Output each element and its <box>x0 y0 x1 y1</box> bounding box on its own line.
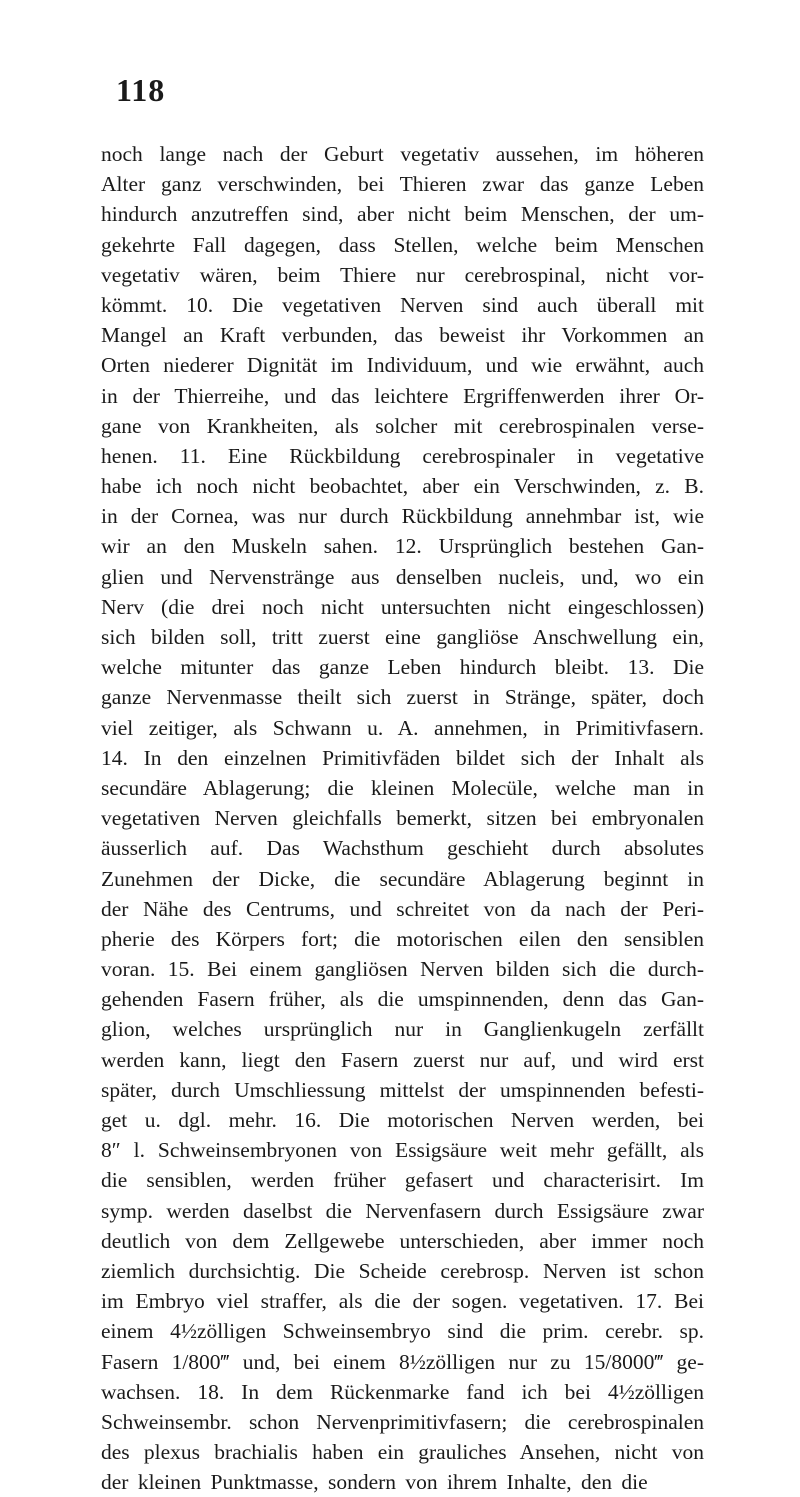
text-line: äusserlich auf. Das Wachsthum geschieht durch absolutes <box>101 836 704 861</box>
text-line: welche mitunter das ganze Leben hindurch bleibt. 13. Die <box>101 655 704 680</box>
text-line: später, durch Umschliessung mittelst der umspinnenden befesti- <box>101 1077 704 1102</box>
text-line: gekehrte Fall dagegen, dass Stellen, welche beim Menschen <box>101 232 704 257</box>
page-number: 118 <box>116 72 166 108</box>
text-line: gane von Krankheiten, als solcher mit cerebrospinalen verse- <box>101 413 704 438</box>
text-line: die sensiblen, werden früher gefasert und characterisirt. Im <box>101 1168 704 1193</box>
text-line: secundäre Ablagerung; die kleinen Molecüle, welche man in <box>101 775 704 800</box>
text-line: der kleinen Punktmasse, sondern von ihrem Inhalte, den die <box>101 1470 648 1495</box>
text-line: im Embryo viel straffer, als die der sogen. vegetativen. 17. Bei <box>101 1289 704 1314</box>
text-line: Schweinsembr. schon Nervenprimitivfasern; die cerebrospinalen <box>101 1409 704 1434</box>
text-line: pherie des Körpers fort; die motorischen eilen den sensiblen <box>101 926 704 951</box>
text-line: deutlich von dem Zellgewebe unterschieden, aber immer noch <box>101 1228 704 1253</box>
text-line: des plexus brachialis haben ein grauliches Ansehen, nicht von <box>101 1440 704 1465</box>
text-line: Fasern 1/800‴ und, bei einem 8½zölligen nur zu 15/8000‴ ge- <box>101 1349 704 1374</box>
text-line: vegetativen Nerven gleichfalls bemerkt, sitzen bei embryonalen <box>101 806 704 831</box>
body-text <box>101 139 704 1497</box>
text-line: in der Cornea, was nur durch Rückbildung annehmbar ist, wie <box>101 504 704 529</box>
text-line: Orten niederer Dignität im Individuum, und wie erwähnt, auch <box>101 353 704 378</box>
text-line: habe ich noch nicht beobachtet, aber ein Verschwinden, z. B. <box>101 474 704 499</box>
text-line: get u. dgl. mehr. 16. Die motorischen Nerven werden, bei <box>101 1108 704 1132</box>
text-line: Mangel an Kraft verbunden, das beweist ihr Vorkommen an <box>101 323 704 348</box>
text-line: symp. werden daselbst die Nervenfasern durch Essigsäure zwar <box>101 1198 704 1223</box>
text-line: noch lange nach der Geburt vegetativ aussehen, im höheren <box>101 142 704 166</box>
text-line: Zunehmen der Dicke, die secundäre Ablagerung beginnt in <box>101 866 704 891</box>
text-line: der Nähe des Centrums, und schreitet von da nach der Peri- <box>101 896 704 921</box>
text-line: wachsen. 18. In dem Rückenmarke fand ich bei 4½zölligen <box>101 1379 704 1404</box>
text-line: glion, welches ursprünglich nur in Ganglienkugeln zerfällt <box>101 1017 704 1042</box>
text-line: werden kann, liegt den Fasern zuerst nur auf, und wird erst <box>101 1047 704 1072</box>
text-line: ziemlich durchsichtig. Die Scheide cerebrosp. Nerven ist schon <box>101 1258 704 1283</box>
text-line: Alter ganz verschwinden, bei Thieren zwar das ganze Leben <box>101 172 704 197</box>
text-line: viel zeitiger, als Schwann u. A. annehmen, in Primitivfasern. <box>101 715 704 740</box>
text-line: hindurch anzutreffen sind, aber nicht beim Menschen, der um- <box>101 202 704 227</box>
text-line: 14. In den einzelnen Primitivfäden bildet sich der Inhalt als <box>101 745 704 770</box>
text-line: 8″ l. Schweinsembryonen von Essigsäure weit mehr gefällt, als <box>101 1138 704 1163</box>
text-line: in der Thierreihe, und das leichtere Ergriffenwerden ihrer Or- <box>101 383 704 408</box>
text-line: einem 4½zölligen Schweinsembryo sind die prim. cerebr. sp. <box>101 1319 704 1344</box>
text-line: gehenden Fasern früher, als die umspinnenden, denn das Gan- <box>101 987 704 1012</box>
text-line: sich bilden soll, tritt zuerst eine gangliöse Anschwellung ein, <box>101 625 704 649</box>
text-line: henen. 11. Eine Rückbildung cerebrospinaler in vegetative <box>101 443 704 468</box>
text-line: voran. 15. Bei einem gangliösen Nerven bilden sich die durch- <box>101 957 704 982</box>
text-line: glien und Nervenstränge aus denselben nucleis, und, wo ein <box>101 564 704 589</box>
text-line: ganze Nervenmasse theilt sich zuerst in Stränge, später, doch <box>101 685 704 710</box>
text-line: kömmt. 10. Die vegetativen Nerven sind auch überall mit <box>101 292 704 317</box>
text-line: vegetativ wären, beim Thiere nur cerebrospinal, nicht vor- <box>101 262 704 287</box>
text-line: Nerv (die drei noch nicht untersuchten nicht eingeschlossen) <box>101 594 704 619</box>
text-line: wir an den Muskeln sahen. 12. Ursprünglich bestehen Gan- <box>101 534 704 559</box>
